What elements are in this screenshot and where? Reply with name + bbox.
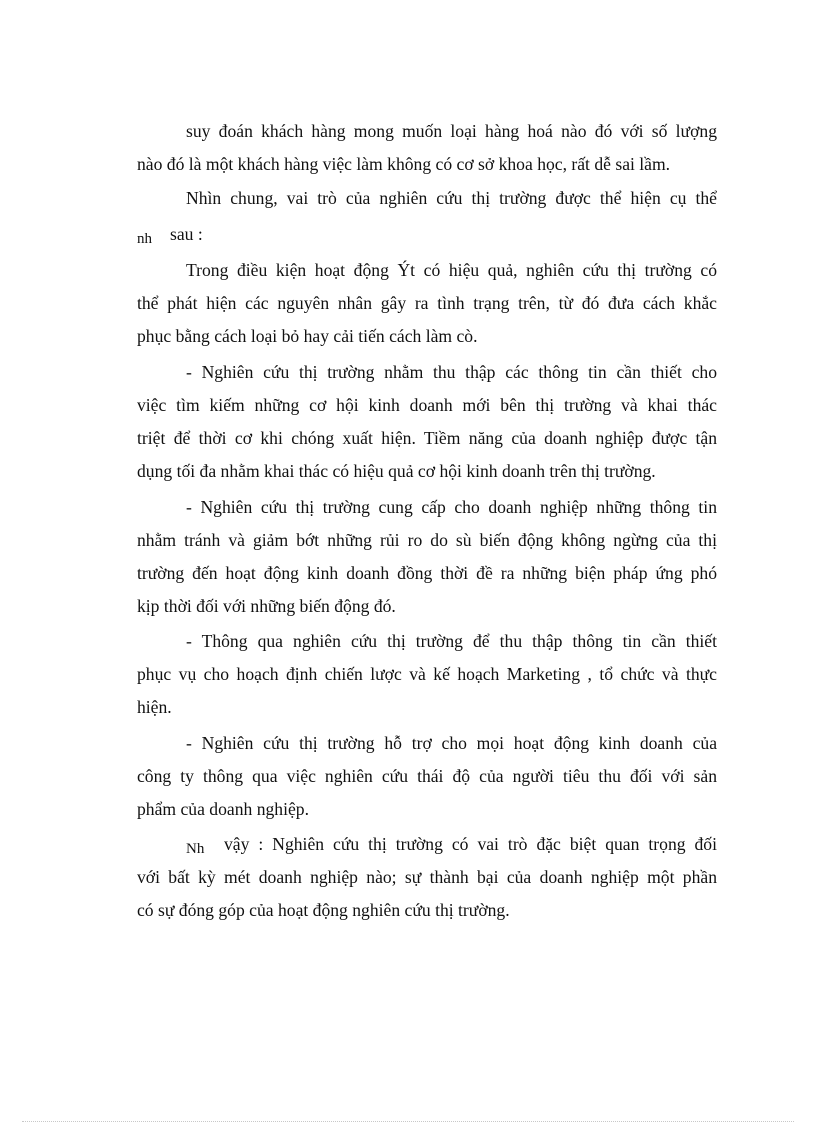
text-line: dụng tối đa nhằm khai thác có hiệu quả cơ hội kinh doanh trên thị trường.: [137, 461, 656, 481]
text-line: nhằm tránh và giảm bớt những rủi ro do sù biến động không ngừng của thị: [137, 530, 717, 550]
text-line: sau :: [170, 224, 203, 244]
text-line: Trong điều kiện hoạt động Ýt có hiệu quả, nghiên cứu thị trường có: [186, 260, 717, 280]
text-fragment: nh: [137, 231, 152, 247]
text-fragment: Nh: [186, 841, 205, 857]
text-line: - Nghiên cứu thị trường nhằm thu thập các thông tin cần thiết cho: [186, 362, 717, 382]
text-line: phục vụ cho hoạch định chiến lược và kế hoạch Marketing , tổ chức và thực: [137, 664, 717, 684]
text-line: phẩm của doanh nghiệp.: [137, 799, 309, 819]
text-line: việc tìm kiếm những cơ hội kinh doanh mới bên thị trường và khai thác: [137, 395, 717, 415]
text-line: phục bằng cách loại bỏ hay cải tiến cách làm cò.: [137, 326, 478, 346]
text-line: Nhìn chung, vai trò của nghiên cứu thị trường được thể hiện cụ thể: [186, 188, 717, 208]
text-line: với bất kỳ mét doanh nghiệp nào; sự thành bại của doanh nghiệp một phần: [137, 867, 717, 887]
text-line: - Thông qua nghiên cứu thị trường để thu thập thông tin cần thiết: [186, 631, 717, 651]
text-line: suy đoán khách hàng mong muốn loại hàng hoá nào đó với số lượng: [186, 121, 717, 141]
text-line: trường đến hoạt động kinh doanh đồng thời đề ra những biện pháp ứng phó: [137, 563, 717, 583]
text-line: nào đó là một khách hàng việc làm không có cơ sở khoa học, rất dễ sai lầm.: [137, 154, 671, 174]
text-line: công ty thông qua việc nghiên cứu thái độ của người tiêu thu đối với sản: [137, 766, 717, 786]
text-line: hiện.: [137, 697, 172, 717]
text-line: triệt để thời cơ khi chóng xuất hiện. Tiềm năng của doanh nghiệp được tận: [137, 428, 717, 448]
text-line: có sự đóng góp của hoạt động nghiên cứu thị trường.: [137, 900, 510, 920]
text-line: - Nghiên cứu thị trường hỗ trợ cho mọi hoạt động kinh doanh của: [186, 733, 717, 753]
text-line: vậy : Nghiên cứu thị trường có vai trò đặc biệt quan trọng đối: [224, 834, 717, 854]
text-line: thể phát hiện các nguyên nhân gây ra tình trạng trên, từ đó đưa cách khắc: [137, 293, 717, 313]
text-line: kịp thời đối với những biến động đó.: [137, 596, 396, 616]
text-line: - Nghiên cứu thị trường cung cấp cho doanh nghiệp những thông tin: [186, 497, 717, 517]
page-bottom-divider: [22, 1121, 794, 1122]
